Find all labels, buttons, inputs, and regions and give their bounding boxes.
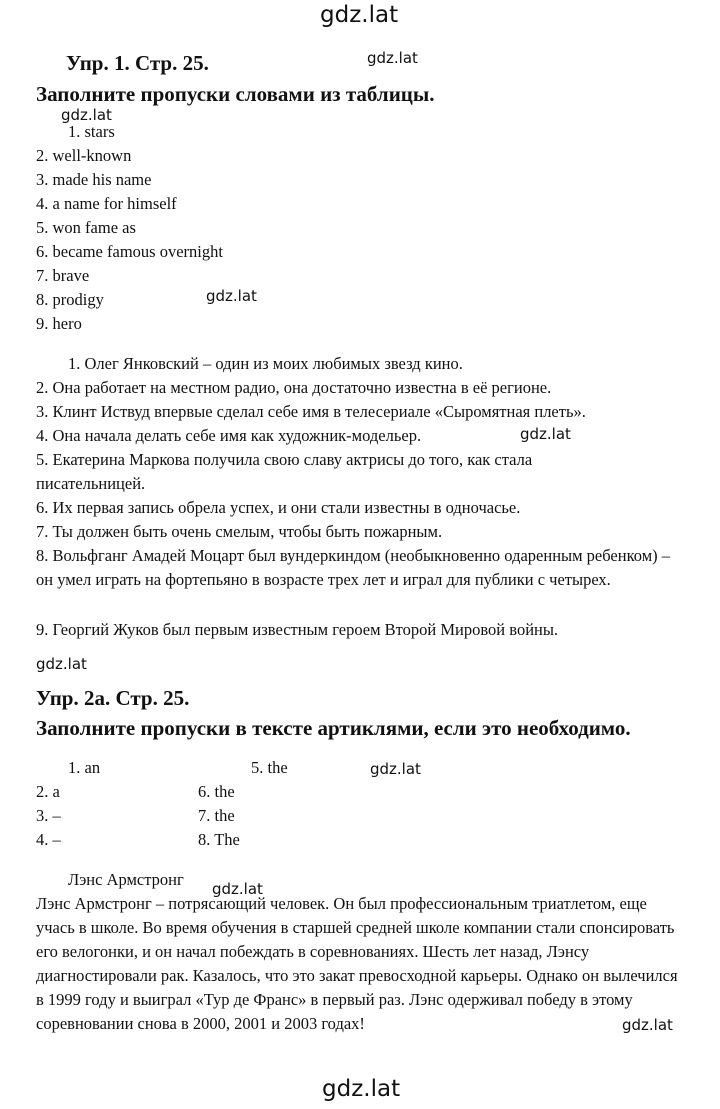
ex2-instruction: Заполните пропуски в тексте артиклями, если это необходимо. (36, 716, 631, 740)
ex2-title: Упр. 2а. Стр. 25. (36, 686, 190, 710)
watermark: gdz.lat (61, 106, 112, 124)
ex2-answer: 8. The (198, 830, 240, 849)
ex1-translation: 6. Их первая запись обрела успех, и они стали известны в одночасье. (36, 498, 521, 517)
watermark-bottom: gdz.lat (322, 1076, 401, 1102)
story-text: Лэнс Армстронг – потрясающий человек. Он был профессиональным триатлетом, еще учась в школе. Во время обучения в старшей средней школе компании стали спонсировать его велогонки, и он начал побеждать в соревнованиях. Шесть лет назад, Лэнсу диагностировали рак. Казалось, что это закат превосходной карьеры. Однако он вылечился в 1999 году и выиграл «Тур де Франс» в первый раз. Лэнс одерживал победу в этому соревновании снова в 2000, 2001 и 2003 годах! (36, 894, 678, 1033)
ex2-answer: 6. the (198, 782, 235, 801)
watermark: gdz.lat (520, 425, 571, 443)
ex1-translation: 2. Она работает на местном радио, она достаточно известна в её регионе. (36, 378, 552, 397)
watermark: gdz.lat (206, 287, 257, 305)
ex1-translation: 1. Олег Янковский – один из моих любимых звезд кино. (68, 354, 463, 373)
ex1-title: Упр. 1. Стр. 25. (66, 51, 209, 75)
ex1-translation: 7. Ты должен быть очень смелым, чтобы быть пожарным. (36, 522, 443, 541)
ex1-translation: 8. Вольфганг Амадей Моцарт был вундеркиндом (необыкновенно одаренным ребенком) – он умел играть на фортепьяно в возрасте трех лет и играл для публики с четырех. (36, 546, 671, 589)
ex1-answer: 6. became famous overnight (36, 242, 223, 261)
ex1-answer: 4. a name for himself (36, 194, 177, 213)
watermark: gdz.lat (212, 880, 263, 898)
ex1-answer: 8. prodigy (36, 290, 104, 309)
ex1-translation: 5. Екатерина Маркова получила свою славу актрисы до того, как стала писательницей. (36, 450, 533, 493)
ex1-instruction: Заполните пропуски словами из таблицы. (36, 82, 435, 106)
ex2-answer: 7. the (198, 806, 235, 825)
ex2-answer: 3. – (36, 806, 61, 825)
ex1-answer: 1. stars (68, 122, 115, 141)
story-title: Лэнс Армстронг (68, 870, 184, 889)
ex1-translation: 9. Георгий Жуков был первым известным героем Второй Мировой войны. (36, 620, 559, 639)
watermark: gdz.lat (622, 1016, 673, 1034)
ex1-answer: 2. well-known (36, 146, 132, 165)
ex1-translation: 4. Она начала делать себе имя как художник-модельер. (36, 426, 422, 445)
ex2-answer: 2. a (36, 782, 60, 801)
ex1-translation: 3. Клинт Иствуд впервые сделал себе имя в телесериале «Сыромятная плеть». (36, 402, 586, 421)
watermark: gdz.lat (370, 760, 421, 778)
watermark-top: gdz.lat (320, 2, 399, 28)
ex2-answer: 5. the (251, 758, 288, 777)
ex1-answer: 5. won fame as (36, 218, 136, 237)
ex1-answer: 7. brave (36, 266, 90, 285)
ex1-answer: 9. hero (36, 314, 82, 333)
watermark: gdz.lat (367, 49, 418, 67)
ex2-answer: 4. – (36, 830, 61, 849)
ex2-answer: 1. an (68, 758, 101, 777)
watermark: gdz.lat (36, 655, 87, 673)
ex1-answer: 3. made his name (36, 170, 152, 189)
